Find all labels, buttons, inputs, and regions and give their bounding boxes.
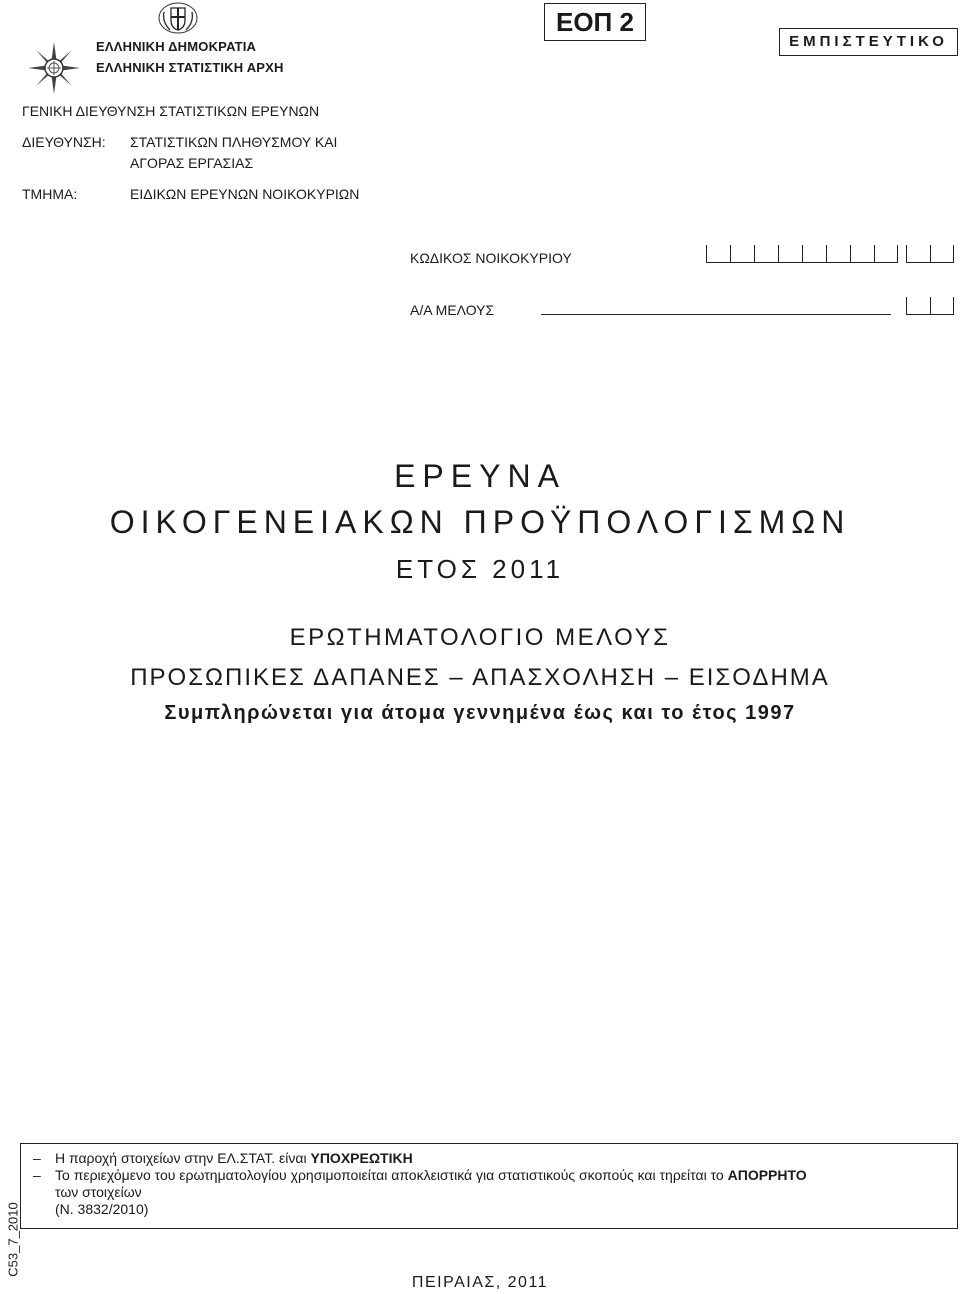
general-directorate: ΓΕΝΙΚΗ ΔΙΕΥΘΥΝΣΗ ΣΤΑΤΙΣΤΙΚΩΝ ΕΡΕΥΝΩΝ bbox=[22, 103, 320, 119]
digit-box[interactable] bbox=[850, 245, 874, 263]
notice-text: Το περιεχόμενο του ερωτηματολογίου χρησιμοποιείται αποκλειστικά για στατιστικούς σκοπούς και τηρείται το bbox=[55, 1167, 728, 1183]
household-code-boxes[interactable] bbox=[706, 245, 898, 263]
section-label: ΤΜΗΜΑ: bbox=[22, 186, 78, 202]
digit-box[interactable] bbox=[874, 245, 898, 263]
notice-text: Η παροχή στοιχείων στην ΕΛ.ΣΤΑΤ. είναι bbox=[55, 1150, 311, 1166]
digit-box[interactable] bbox=[906, 297, 930, 315]
notice-dash: – bbox=[33, 1150, 41, 1166]
digit-box[interactable] bbox=[906, 245, 930, 263]
notice-item-continuation bbox=[33, 1184, 947, 1201]
survey-title-line2: ΟΙΚΟΓΕΝΕΙΑΚΩΝ ΠΡΟΫΠΟΛΟΓΙΣΜΩΝ bbox=[109, 504, 851, 540]
city-year: ΠΕΙΡΑΙΑΣ, 2011 bbox=[411, 1274, 549, 1291]
survey-year: ΕΤΟΣ 2011 bbox=[395, 554, 565, 584]
notice-dash: – bbox=[33, 1167, 41, 1183]
legal-notice-box bbox=[20, 1143, 958, 1229]
notice-item-law bbox=[33, 1201, 947, 1218]
greek-coat-of-arms-icon bbox=[158, 2, 198, 34]
notice-bold: ΥΠΟΧΡΕΩΤΙΚΗ bbox=[310, 1150, 413, 1166]
notice-item-mandatory bbox=[33, 1150, 947, 1167]
digit-box[interactable] bbox=[778, 245, 802, 263]
digit-box[interactable] bbox=[706, 245, 730, 263]
digit-box[interactable] bbox=[754, 245, 778, 263]
eligibility-note: Συμπληρώνεται για άτομα γεννημένα έως και το έτος 1997 bbox=[164, 702, 796, 724]
notice-text: των στοιχείων bbox=[55, 1184, 142, 1200]
digit-box[interactable] bbox=[930, 297, 954, 315]
digit-box[interactable] bbox=[730, 245, 754, 263]
digit-box[interactable] bbox=[826, 245, 850, 263]
section-value: ΕΙΔΙΚΩΝ ΕΡΕΥΝΩΝ ΝΟΙΚΟΚΥΡΙΩΝ bbox=[130, 186, 360, 202]
member-name-line[interactable] bbox=[541, 314, 891, 315]
questionnaire-type: ΕΡΩΤΗΜΑΤΟΛΟΓΙΟ ΜΕΛΟΥΣ bbox=[289, 624, 671, 651]
classification-badge: ΕΜΠΙΣΤΕΥΤΙΚΟ bbox=[779, 28, 958, 56]
directorate-label: ΔΙΕΥΘΥΝΣΗ: bbox=[22, 134, 106, 150]
org-line-republic: ΕΛΛΗΝΙΚΗ ΔΗΜΟΚΡΑΤΙΑ bbox=[96, 39, 257, 54]
form-code-box: ΕΟΠ 2 bbox=[544, 3, 646, 41]
member-number-boxes[interactable] bbox=[906, 297, 954, 315]
digit-box[interactable] bbox=[802, 245, 826, 263]
member-number-label: Α/Α ΜΕΛΟΥΣ bbox=[410, 302, 495, 318]
household-code-extra-boxes[interactable] bbox=[906, 245, 954, 263]
household-code-label: ΚΩΔΙΚΟΣ ΝΟΙΚΟΚΥΡΙΟΥ bbox=[410, 250, 572, 266]
elstat-logo-icon bbox=[26, 40, 82, 96]
notice-law-reference: (Ν. 3832/2010) bbox=[55, 1201, 149, 1217]
notice-bold: ΑΠΟΡΡΗΤΟ bbox=[727, 1167, 807, 1183]
digit-box[interactable] bbox=[930, 245, 954, 263]
directorate-value-line2: ΑΓΟΡΑΣ ΕΡΓΑΣΙΑΣ bbox=[130, 155, 254, 171]
directorate-value-line1: ΣΤΑΤΙΣΤΙΚΩΝ ΠΛΗΘΥΣΜΟΥ ΚΑΙ bbox=[130, 134, 338, 150]
survey-title-line1: ΕΡΕΥΝΑ bbox=[394, 458, 566, 494]
print-code: C53_7_2010 bbox=[5, 1202, 21, 1277]
org-line-elstat: ΕΛΛΗΝΙΚΗ ΣΤΑΤΙΣΤΙΚΗ ΑΡΧΗ bbox=[96, 60, 284, 75]
notice-item-confidential bbox=[33, 1167, 947, 1184]
questionnaire-topics: ΠΡΟΣΩΠΙΚΕΣ ΔΑΠΑΝΕΣ – ΑΠΑΣΧΟΛΗΣΗ – ΕΙΣΟΔΗΜΑ bbox=[130, 664, 830, 691]
